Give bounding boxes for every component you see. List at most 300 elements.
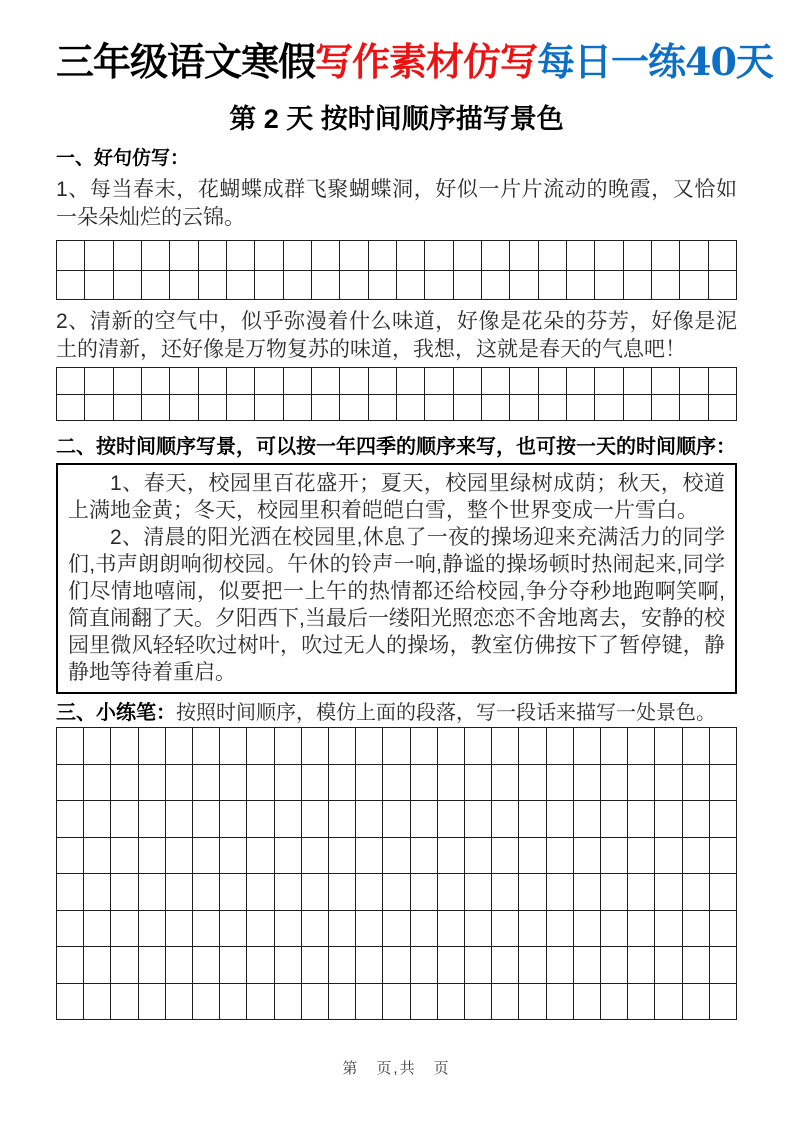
writing-cell [274, 765, 301, 801]
writing-cell [709, 984, 736, 1020]
writing-cell [141, 368, 169, 394]
writing-cell [328, 984, 355, 1020]
writing-cell [246, 874, 273, 910]
section-two-heading: 二、按时间顺序写景，可以按一年四季的顺序来写，也可按一天的时间顺序： [56, 436, 736, 458]
writing-cell [654, 911, 681, 947]
writing-cell [274, 874, 301, 910]
writing-cell [110, 947, 137, 983]
writing-cell [437, 984, 464, 1020]
writing-cell [226, 241, 254, 270]
writing-cell [165, 947, 192, 983]
writing-cell [679, 368, 707, 394]
writing-cell [410, 838, 437, 874]
grid-row [57, 910, 736, 947]
writing-cell [311, 395, 339, 421]
section-one-sentence-1: 1、每当春末，花蝴蝶成群飞聚蝴蝶洞，好似一片片流动的晚霞，又恰如一朵朵灿烂的云锦。 [56, 178, 737, 229]
writing-cell [509, 368, 537, 394]
writing-cell [382, 874, 409, 910]
writing-cell [368, 395, 396, 421]
writing-cell [110, 728, 137, 764]
writing-cell [546, 911, 573, 947]
writing-cell [169, 241, 197, 270]
writing-cell [709, 911, 736, 947]
writing-cell [437, 874, 464, 910]
grid-row [57, 241, 736, 270]
writing-cell [424, 271, 452, 300]
writing-cell [57, 984, 83, 1020]
writing-cell [679, 395, 707, 421]
writing-cell [311, 241, 339, 270]
writing-cell [573, 874, 600, 910]
writing-cell [355, 947, 382, 983]
title-segment-topic: 写作素材仿写 [315, 39, 538, 84]
writing-cell [219, 874, 246, 910]
writing-cell [682, 947, 709, 983]
writing-cell [246, 911, 273, 947]
writing-cell [546, 801, 573, 837]
writing-cell [57, 911, 83, 947]
writing-cell [83, 838, 110, 874]
writing-cell [396, 368, 424, 394]
writing-cell [311, 368, 339, 394]
writing-cell [538, 241, 566, 270]
writing-cell [679, 241, 707, 270]
writing-cell [453, 368, 481, 394]
writing-cell [709, 947, 736, 983]
writing-cell [538, 395, 566, 421]
writing-cell [192, 838, 219, 874]
writing-cell [141, 395, 169, 421]
writing-cell [538, 368, 566, 394]
writing-cell [165, 801, 192, 837]
writing-cell [57, 765, 83, 801]
writing-cell [283, 368, 311, 394]
grid-row [57, 946, 736, 983]
writing-cell [57, 271, 84, 300]
writing-cell [382, 801, 409, 837]
writing-cell [84, 241, 112, 270]
writing-cell [311, 271, 339, 300]
writing-cell [274, 801, 301, 837]
page-footer: 第 页,共 页 [342, 1060, 451, 1077]
writing-cell [682, 765, 709, 801]
writing-cell [518, 728, 545, 764]
writing-cell [165, 911, 192, 947]
writing-cell [396, 395, 424, 421]
writing-cell [651, 241, 679, 270]
writing-cell [679, 271, 707, 300]
writing-cell [274, 728, 301, 764]
writing-cell [654, 801, 681, 837]
writing-cell [437, 801, 464, 837]
writing-cell [594, 271, 622, 300]
writing-cell [709, 728, 736, 764]
writing-cell [198, 368, 226, 394]
writing-cell [368, 271, 396, 300]
writing-cell [113, 395, 141, 421]
writing-cell [84, 271, 112, 300]
writing-cell [573, 801, 600, 837]
writing-cell [301, 874, 328, 910]
writing-cell [355, 874, 382, 910]
writing-cell [566, 241, 594, 270]
writing-cell [339, 271, 367, 300]
writing-cell [301, 911, 328, 947]
writing-cell [328, 838, 355, 874]
writing-cell [546, 728, 573, 764]
writing-cell [274, 838, 301, 874]
section-one-heading: 一、好句仿写： [56, 148, 190, 169]
writing-cell [518, 911, 545, 947]
writing-cell [491, 765, 518, 801]
writing-cell [192, 801, 219, 837]
writing-cell [538, 271, 566, 300]
writing-cell [654, 874, 681, 910]
writing-cell [654, 728, 681, 764]
writing-cell [254, 271, 282, 300]
day-subtitle: 第 2 天 按时间顺序描写景色 [229, 104, 564, 134]
writing-cell [355, 984, 382, 1020]
writing-cell [708, 395, 736, 421]
writing-cell [84, 395, 112, 421]
writing-cell [57, 838, 83, 874]
writing-cell [382, 947, 409, 983]
writing-cell [491, 984, 518, 1020]
writing-cell [355, 838, 382, 874]
writing-cell [627, 874, 654, 910]
section-two-paragraph-2: 2、清晨的阳光洒在校园里,休息了一夜的操场迎来充满活力的同学们,书声朗朗响彻校园。午休的铃声一响,静谧的操场顿时热闹起来,同学们尽情地嘻闹，似要把一上午的热情都还给校园,争分夺秒地跑啊笑啊,简直闹翻了天。夕阳西下,当最后一缕阳光照恋恋不舍地离去，安静的校园里微风轻轻吹过树叶，吹过无人的操场，教室仿佛按下了暂停键，静静地等待着重启。 [68, 526, 725, 684]
writing-cell [491, 801, 518, 837]
writing-cell [594, 368, 622, 394]
writing-cell [682, 984, 709, 1020]
writing-cell [709, 801, 736, 837]
writing-cell [651, 271, 679, 300]
writing-grid-3 [56, 727, 737, 1020]
writing-cell [453, 395, 481, 421]
writing-cell [600, 947, 627, 983]
writing-cell [141, 241, 169, 270]
writing-cell [110, 801, 137, 837]
writing-cell [518, 984, 545, 1020]
writing-cell [682, 801, 709, 837]
writing-cell [518, 838, 545, 874]
writing-cell [113, 241, 141, 270]
section-three-heading-rest: 按照时间顺序，模仿上面的段落，写一段话来描写一处景色。 [176, 702, 716, 724]
writing-cell [491, 728, 518, 764]
writing-cell [219, 801, 246, 837]
writing-cell [546, 765, 573, 801]
writing-cell [509, 271, 537, 300]
writing-cell [198, 395, 226, 421]
writing-cell [339, 241, 367, 270]
writing-cell [627, 984, 654, 1020]
writing-cell [396, 271, 424, 300]
writing-cell [328, 947, 355, 983]
writing-cell [437, 947, 464, 983]
writing-cell [165, 728, 192, 764]
writing-cell [627, 801, 654, 837]
writing-cell [165, 765, 192, 801]
writing-cell [301, 765, 328, 801]
writing-cell [600, 911, 627, 947]
writing-cell [410, 984, 437, 1020]
writing-cell [246, 838, 273, 874]
writing-cell [57, 874, 83, 910]
page-content [56, 36, 773, 1020]
writing-cell [464, 838, 491, 874]
writing-cell [623, 395, 651, 421]
writing-cell [654, 947, 681, 983]
writing-cell [491, 911, 518, 947]
writing-cell [708, 271, 736, 300]
section-three-heading-bold: 三、小练笔： [56, 702, 176, 724]
writing-cell [301, 947, 328, 983]
writing-cell [83, 765, 110, 801]
writing-cell [491, 838, 518, 874]
writing-cell [709, 765, 736, 801]
writing-cell [509, 241, 537, 270]
writing-cell [283, 395, 311, 421]
writing-cell [481, 368, 509, 394]
writing-cell [410, 801, 437, 837]
writing-cell [594, 395, 622, 421]
writing-cell [410, 947, 437, 983]
writing-cell [57, 241, 84, 270]
writing-cell [110, 874, 137, 910]
writing-cell [546, 874, 573, 910]
title-segment-grade: 三年级语文寒假 [56, 39, 316, 84]
writing-cell [518, 947, 545, 983]
writing-cell [382, 984, 409, 1020]
writing-cell [138, 984, 165, 1020]
writing-cell [246, 765, 273, 801]
writing-cell [219, 728, 246, 764]
writing-cell [138, 874, 165, 910]
writing-cell [192, 728, 219, 764]
writing-cell [464, 947, 491, 983]
writing-cell [600, 838, 627, 874]
writing-cell [437, 838, 464, 874]
writing-cell [138, 728, 165, 764]
grid-row [57, 728, 736, 764]
writing-cell [198, 271, 226, 300]
grid-row [57, 368, 736, 394]
writing-cell [138, 801, 165, 837]
writing-cell [708, 241, 736, 270]
writing-cell [627, 911, 654, 947]
writing-cell [254, 395, 282, 421]
writing-cell [219, 838, 246, 874]
writing-cell [600, 984, 627, 1020]
writing-cell [651, 395, 679, 421]
writing-cell [169, 271, 197, 300]
writing-cell [654, 984, 681, 1020]
writing-cell [627, 765, 654, 801]
writing-cell [246, 984, 273, 1020]
writing-grid-1 [56, 240, 737, 300]
writing-cell [708, 368, 736, 394]
writing-cell [546, 984, 573, 1020]
writing-cell [382, 911, 409, 947]
writing-cell [301, 984, 328, 1020]
writing-cell [654, 765, 681, 801]
writing-cell [138, 765, 165, 801]
writing-cell [83, 728, 110, 764]
writing-cell [627, 838, 654, 874]
writing-cell [198, 241, 226, 270]
writing-cell [254, 241, 282, 270]
writing-cell [573, 984, 600, 1020]
writing-cell [623, 368, 651, 394]
writing-cell [481, 241, 509, 270]
writing-cell [328, 801, 355, 837]
section-two-paragraph-1: 1、春天，校园里百花盛开；夏天，校园里绿树成荫；秋天，校道上满地金黄；冬天，校园里积着皑皑白雪，整个世界变成一片雪白。 [68, 472, 725, 522]
writing-cell [138, 911, 165, 947]
grid-row [57, 800, 736, 837]
writing-cell [328, 765, 355, 801]
writing-cell [623, 241, 651, 270]
writing-cell [165, 984, 192, 1020]
writing-cell [355, 728, 382, 764]
writing-cell [84, 368, 112, 394]
writing-cell [594, 241, 622, 270]
writing-cell [57, 947, 83, 983]
writing-cell [437, 728, 464, 764]
writing-cell [491, 947, 518, 983]
writing-cell [192, 874, 219, 910]
section-one-sentence-2: 2、清新的空气中，似乎弥漫着什么味道，好像是花朵的芬芳，好像是泥土的清新，还好像是万物复苏的味道，我想，这就是春天的气息吧！ [56, 310, 737, 361]
section-three-heading [56, 701, 737, 726]
writing-cell [600, 728, 627, 764]
writing-cell [355, 911, 382, 947]
writing-cell [192, 765, 219, 801]
writing-cell [464, 874, 491, 910]
writing-cell [396, 241, 424, 270]
writing-cell [437, 911, 464, 947]
writing-cell [491, 874, 518, 910]
writing-cell [226, 271, 254, 300]
writing-cell [301, 801, 328, 837]
writing-cell [226, 395, 254, 421]
document-title [56, 36, 773, 88]
writing-cell [141, 271, 169, 300]
writing-cell [339, 395, 367, 421]
writing-cell [410, 728, 437, 764]
grid-row [57, 764, 736, 801]
writing-cell [464, 984, 491, 1020]
writing-cell [682, 838, 709, 874]
writing-cell [682, 728, 709, 764]
writing-cell [546, 947, 573, 983]
writing-cell [368, 241, 396, 270]
grid-row [57, 983, 736, 1020]
writing-cell [83, 947, 110, 983]
writing-cell [57, 395, 84, 421]
writing-cell [453, 271, 481, 300]
writing-cell [219, 765, 246, 801]
writing-cell [509, 395, 537, 421]
writing-cell [651, 368, 679, 394]
title-segment-series: 每日一练40天 [537, 39, 773, 84]
writing-cell [709, 874, 736, 910]
writing-cell [355, 765, 382, 801]
writing-cell [654, 838, 681, 874]
writing-cell [546, 838, 573, 874]
writing-cell [83, 984, 110, 1020]
writing-cell [518, 765, 545, 801]
writing-cell [382, 838, 409, 874]
writing-cell [219, 911, 246, 947]
writing-cell [254, 368, 282, 394]
writing-cell [83, 874, 110, 910]
writing-cell [283, 241, 311, 270]
writing-cell [566, 271, 594, 300]
writing-cell [573, 728, 600, 764]
writing-cell [219, 984, 246, 1020]
writing-cell [627, 728, 654, 764]
writing-cell [110, 765, 137, 801]
writing-cell [410, 874, 437, 910]
writing-cell [573, 947, 600, 983]
writing-cell [138, 947, 165, 983]
writing-cell [424, 395, 452, 421]
example-paragraphs-box [56, 463, 737, 694]
writing-cell [464, 801, 491, 837]
grid-row [57, 837, 736, 874]
writing-cell [246, 728, 273, 764]
writing-grid-2 [56, 367, 737, 421]
writing-cell [518, 874, 545, 910]
writing-cell [226, 368, 254, 394]
writing-cell [573, 838, 600, 874]
writing-cell [328, 728, 355, 764]
writing-cell [600, 765, 627, 801]
writing-cell [274, 947, 301, 983]
writing-cell [192, 911, 219, 947]
writing-cell [83, 801, 110, 837]
writing-cell [424, 368, 452, 394]
writing-cell [424, 241, 452, 270]
writing-cell [283, 271, 311, 300]
writing-cell [246, 801, 273, 837]
writing-cell [481, 395, 509, 421]
writing-cell [113, 368, 141, 394]
writing-cell [328, 911, 355, 947]
writing-cell [274, 984, 301, 1020]
grid-row [57, 270, 736, 300]
writing-cell [682, 874, 709, 910]
writing-cell [382, 765, 409, 801]
writing-cell [566, 395, 594, 421]
writing-cell [192, 984, 219, 1020]
writing-cell [169, 395, 197, 421]
writing-cell [623, 271, 651, 300]
writing-cell [113, 271, 141, 300]
writing-cell [368, 368, 396, 394]
writing-cell [410, 765, 437, 801]
writing-cell [518, 801, 545, 837]
writing-cell [437, 765, 464, 801]
writing-cell [165, 874, 192, 910]
writing-cell [57, 801, 83, 837]
writing-cell [600, 874, 627, 910]
writing-cell [339, 368, 367, 394]
writing-cell [110, 911, 137, 947]
writing-cell [246, 947, 273, 983]
writing-cell [274, 911, 301, 947]
writing-cell [709, 838, 736, 874]
writing-cell [464, 728, 491, 764]
